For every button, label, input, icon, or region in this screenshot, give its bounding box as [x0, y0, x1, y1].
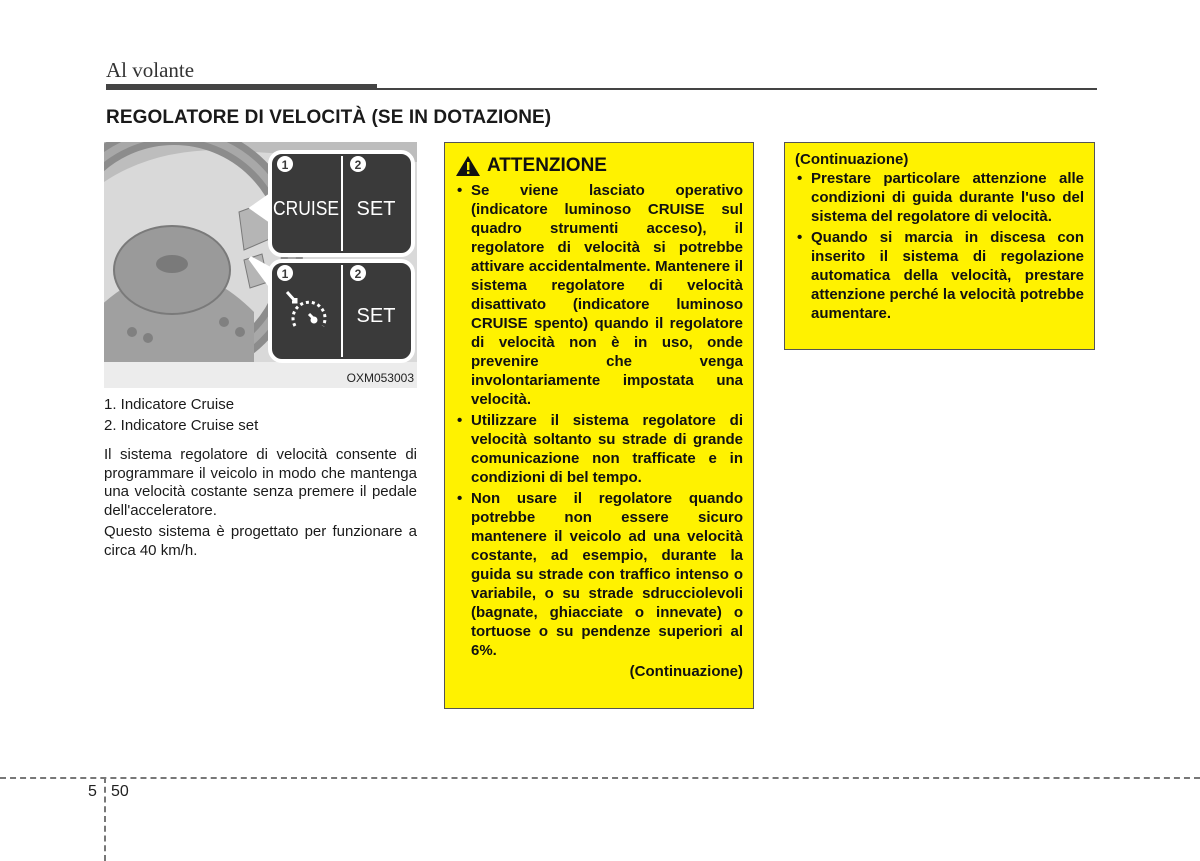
running-head: Al volante [106, 58, 195, 82]
continuation-item: • Prestare particolare attenzione alle condizioni di guida durante l'uso del sistema del regolatore di velocità. [797, 170, 1084, 225]
header-rule-thin [377, 88, 1097, 90]
cruise-control-figure [104, 142, 417, 388]
section-title: REGOLATORE DI VELOCITÀ (SE IN DOTAZIONE) [106, 107, 552, 128]
caption-cruise-set-indicator: 2. Indicatore Cruise set [104, 417, 259, 434]
warning-triangle-icon [455, 155, 481, 177]
callout-2-top: 2 [354, 158, 362, 172]
footer-dashed-divider [104, 777, 106, 861]
warning-box [444, 142, 754, 709]
continuation-heading: (Continuazione) [795, 151, 909, 168]
warning-title: ATTENZIONE [487, 155, 607, 176]
set-label-top: SET [356, 198, 396, 220]
continuation-item: • Quando si marcia in discesa con inserito il sistema di regolazione automatica della velocità, prestare attenzione perché la velocità potrebbe aumentare. [797, 229, 1084, 322]
continuation-list [795, 169, 1084, 323]
cruise-indicator-label: CRUISE [273, 198, 339, 220]
warning-item: • Utilizzare il sistema regolatore di velocità soltanto su strade di grande comunicazione non trafficate e in condizioni di bel tempo. [457, 412, 743, 486]
set-label-bottom: SET [356, 305, 396, 327]
continuation-box [784, 142, 1095, 350]
warning-header [455, 155, 743, 177]
warning-item: • Se viene lasciato operativo (indicatore luminoso CRUISE sul quadro strumenti acceso), il regolatore di velocità si potrebbe attivare accidentalmente. Mantenere il sistema regolatore di velocità disattivato (indicatore luminoso CRUISE spento) quando il regolatore di velocità non è in uso, onde prevenire che venga involontariamente impostata una velocità. [457, 182, 743, 408]
callout-2-bottom: 2 [354, 267, 362, 281]
footer-dashed-rule [0, 777, 1200, 779]
page-number: 50 [111, 783, 129, 800]
callout-1-top: 1 [281, 158, 289, 172]
callout-1-bottom: 1 [281, 267, 289, 281]
figure-code: OXM053003 [346, 371, 414, 385]
chapter-number: 5 [88, 783, 97, 800]
body-paragraph: Questo sistema è progettato per funzionare a circa 40 km/h. [104, 523, 417, 559]
header-rule-thick [106, 84, 377, 90]
warning-list [455, 181, 743, 660]
body-paragraph: Il sistema regolatore di velocità consente di programmare il veicolo in modo che mantenga una velocità costante senza premere il pedale dell'acceleratore. [104, 446, 417, 519]
warning-continued: (Continuazione) [629, 663, 743, 680]
body-text [104, 446, 417, 563]
figure-captions [104, 394, 417, 436]
caption-cruise-indicator: 1. Indicatore Cruise [104, 396, 235, 413]
warning-item: • Non usare il regolatore quando potrebbe non essere sicuro mantenere il veicolo ad una velocità costante, ad esempio, durante la guida su strade con traffico intenso o variabile, o su strade sdrucciolevoli (bagnate, ghiacciate o innevate) o tortuose o su pendenze superiori al 6%. [457, 490, 743, 659]
